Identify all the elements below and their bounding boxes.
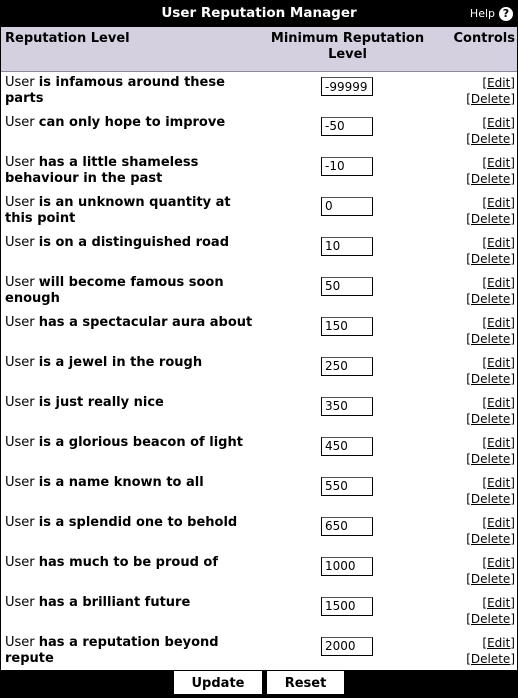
table-row [1, 192, 517, 232]
minimum-reputation-cell [265, 312, 430, 352]
delete-link[interactable]: [Delete] [466, 211, 515, 226]
minimum-reputation-cell [265, 352, 430, 392]
minimum-reputation-input[interactable] [321, 517, 373, 536]
minimum-reputation-input[interactable] [321, 477, 373, 496]
reputation-description: has a brilliant future [38, 594, 191, 610]
minimum-reputation-input[interactable] [321, 237, 373, 256]
edit-link[interactable]: [Edit] [482, 555, 515, 570]
table-row [1, 232, 517, 272]
edit-link[interactable]: [Edit] [482, 315, 515, 330]
edit-link[interactable]: [Edit] [482, 115, 515, 130]
minimum-reputation-cell [265, 592, 430, 632]
help-circle-icon[interactable]: ? [499, 7, 513, 21]
reputation-description: will become famous soon enough [5, 274, 224, 306]
delete-link[interactable]: [Delete] [466, 411, 515, 426]
user-word: User [5, 194, 35, 210]
edit-link[interactable]: [Edit] [482, 155, 515, 170]
header-minimum-reputation: Minimum Reputation Level [265, 27, 430, 72]
reputation-level-cell [1, 352, 265, 392]
edit-link[interactable]: [Edit] [482, 635, 515, 650]
user-word: User [5, 314, 35, 330]
reputation-level-cell [1, 72, 265, 112]
table-row [1, 392, 517, 432]
delete-link[interactable]: [Delete] [466, 491, 515, 506]
controls-cell [430, 232, 517, 272]
controls-cell [430, 192, 517, 232]
table-row [1, 352, 517, 392]
table-row [1, 512, 517, 552]
edit-link[interactable]: [Edit] [482, 395, 515, 410]
minimum-reputation-input[interactable] [321, 597, 373, 616]
reputation-level-cell [1, 432, 265, 472]
reputation-level-cell [1, 472, 265, 512]
edit-link[interactable]: [Edit] [482, 355, 515, 370]
minimum-reputation-input[interactable] [321, 637, 373, 656]
minimum-reputation-input[interactable] [321, 197, 373, 216]
controls-cell [430, 632, 517, 672]
minimum-reputation-cell [265, 512, 430, 552]
controls-cell [430, 312, 517, 352]
delete-link[interactable]: [Delete] [466, 331, 515, 346]
controls-cell [430, 552, 517, 592]
user-word: User [5, 75, 35, 90]
delete-link[interactable]: [Delete] [466, 92, 515, 106]
user-word: User [5, 474, 35, 490]
delete-link[interactable]: [Delete] [466, 371, 515, 386]
minimum-reputation-input[interactable] [321, 397, 373, 416]
user-word: User [5, 394, 35, 410]
reputation-manager-window [1, 0, 517, 698]
user-word: User [5, 434, 35, 450]
table-row [1, 552, 517, 592]
reputation-description: is infamous around these parts [5, 75, 225, 106]
page-title: User Reputation Manager [161, 5, 357, 21]
header-reputation-level: Reputation Level [1, 27, 265, 72]
reputation-description: is on a distinguished road [38, 234, 230, 250]
reset-button[interactable]: Reset [267, 671, 344, 694]
edit-link[interactable]: [Edit] [482, 475, 515, 490]
user-word: User [5, 274, 35, 290]
user-word: User [5, 554, 35, 570]
controls-cell [430, 352, 517, 392]
delete-link[interactable]: [Delete] [466, 451, 515, 466]
reputation-description: is a glorious beacon of light [38, 434, 243, 450]
minimum-reputation-cell [265, 192, 430, 232]
form-footer [1, 670, 517, 696]
reputation-description: has a reputation beyond repute [5, 634, 219, 666]
minimum-reputation-cell [265, 552, 430, 592]
reputation-level-cell [1, 632, 265, 672]
reputation-level-cell [1, 552, 265, 592]
delete-link[interactable]: [Delete] [466, 291, 515, 306]
controls-cell [430, 592, 517, 632]
reputation-level-cell [1, 312, 265, 352]
user-word: User [5, 514, 35, 530]
controls-cell [430, 472, 517, 512]
reputation-description: can only hope to improve [38, 114, 226, 130]
table-row [1, 432, 517, 472]
edit-link[interactable]: [Edit] [482, 76, 515, 90]
reputation-description: has a little shameless behaviour in the past [5, 154, 199, 186]
title-bar [1, 0, 517, 27]
minimum-reputation-cell [265, 112, 430, 152]
delete-link[interactable]: [Delete] [466, 531, 515, 546]
minimum-reputation-input[interactable] [321, 117, 373, 136]
minimum-reputation-input[interactable] [321, 157, 373, 176]
minimum-reputation-cell [265, 232, 430, 272]
update-button[interactable]: Update [174, 671, 262, 694]
minimum-reputation-input[interactable] [321, 277, 373, 296]
minimum-reputation-cell [265, 392, 430, 432]
reputation-description: has a spectacular aura about [38, 314, 253, 330]
reputation-level-cell [1, 392, 265, 432]
user-word: User [5, 354, 35, 370]
user-word: User [5, 634, 35, 650]
reputation-level-cell [1, 592, 265, 632]
delete-link[interactable]: [Delete] [466, 251, 515, 266]
user-word: User [5, 114, 35, 130]
reputation-level-cell [1, 112, 265, 152]
reputation-level-cell [1, 272, 265, 312]
user-word: User [5, 594, 35, 610]
reputation-level-cell [1, 192, 265, 232]
controls-cell [430, 112, 517, 152]
table-row [1, 272, 517, 312]
edit-link[interactable]: [Edit] [482, 435, 515, 450]
reputation-description: is a jewel in the rough [38, 354, 203, 370]
delete-link[interactable]: [Delete] [466, 171, 515, 186]
table-row [1, 632, 517, 672]
help-link[interactable] [470, 0, 513, 27]
header-controls: Controls [430, 27, 517, 72]
edit-link[interactable]: [Edit] [482, 515, 515, 530]
minimum-reputation-cell [265, 272, 430, 312]
reputation-description: is just really nice [38, 394, 164, 410]
reputation-level-cell [1, 512, 265, 552]
minimum-reputation-cell [265, 632, 430, 672]
minimum-reputation-input[interactable] [321, 317, 373, 336]
minimum-reputation-cell [265, 152, 430, 192]
controls-cell [430, 72, 517, 112]
table-row [1, 72, 517, 112]
delete-link[interactable]: [Delete] [466, 571, 515, 586]
delete-link[interactable]: [Delete] [466, 131, 515, 146]
help-label: Help [469, 7, 495, 20]
user-word: User [5, 154, 35, 170]
table-row [1, 112, 517, 152]
reputation-level-cell [1, 232, 265, 272]
minimum-reputation-input[interactable] [321, 557, 373, 576]
controls-cell [430, 272, 517, 312]
delete-link[interactable]: [Delete] [466, 651, 515, 666]
reputation-description: is an unknown quantity at this point [5, 194, 231, 226]
minimum-reputation-input[interactable] [321, 437, 373, 456]
reputation-level-cell [1, 152, 265, 192]
controls-cell [430, 392, 517, 432]
minimum-reputation-cell [265, 432, 430, 472]
minimum-reputation-cell [265, 472, 430, 512]
reputation-description: has much to be proud of [38, 554, 219, 570]
minimum-reputation-cell [265, 72, 430, 112]
table-row [1, 312, 517, 352]
reputation-description: is a name known to all [38, 474, 204, 490]
minimum-reputation-input[interactable] [321, 77, 373, 96]
controls-cell [430, 512, 517, 552]
table-row [1, 592, 517, 632]
controls-cell [430, 432, 517, 472]
table-row [1, 472, 517, 512]
table-row [1, 152, 517, 192]
delete-link[interactable]: [Delete] [466, 611, 515, 626]
user-word: User [5, 234, 35, 250]
edit-link[interactable]: [Edit] [482, 195, 515, 210]
edit-link[interactable]: [Edit] [482, 235, 515, 250]
edit-link[interactable]: [Edit] [482, 595, 515, 610]
reputation-description: is a splendid one to behold [38, 514, 238, 530]
minimum-reputation-input[interactable] [321, 357, 373, 376]
controls-cell [430, 152, 517, 192]
table-header-row [1, 27, 517, 72]
edit-link[interactable]: [Edit] [482, 275, 515, 290]
reputation-table [1, 27, 517, 672]
